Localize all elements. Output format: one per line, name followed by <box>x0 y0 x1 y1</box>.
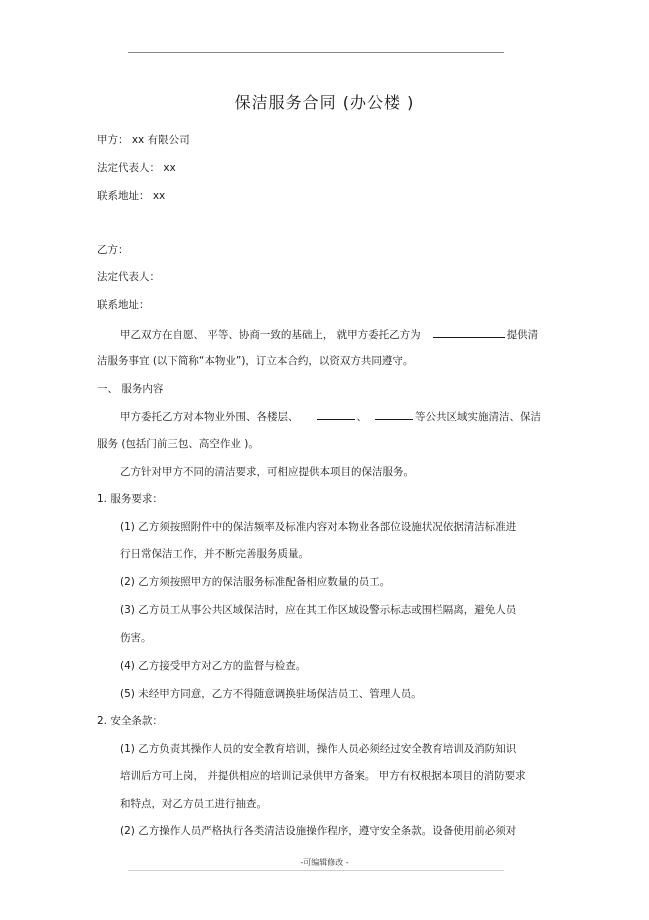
scope-line-1 <box>120 409 541 424</box>
party-a-label: 甲方： xx 有限公司 <box>97 134 190 146</box>
footer-rule <box>128 870 504 871</box>
safety-line: (1) 乙方负责其操作人员的安全教育培训，操作人员必须经过安全教育培训及消防知识 <box>120 743 517 755</box>
party-b-representative: 法定代表人： <box>97 271 160 283</box>
party-a-representative: 法定代表人： xx <box>97 162 176 174</box>
requirement-line: 行日常保洁工作，并不断完善服务质量。 <box>120 548 309 560</box>
header-rule <box>128 52 504 53</box>
safety-line: 和特点，对乙方员工进行抽查。 <box>120 798 267 810</box>
page-footer: -可编辑修改 - <box>300 858 349 867</box>
document-title: 保洁服务合同 (办公楼 ) <box>234 93 415 112</box>
requirement-line: (2) 乙方须按照甲方的保洁服务标准配备相应数量的员工。 <box>120 576 391 588</box>
requirement-line: (5) 未经甲方同意，乙方不得随意调换驻场保洁员工、管理人员。 <box>120 688 422 700</box>
safety-line: (2) 乙方操作人员严格执行各类清洁设施操作程序，遵守安全条款。设备使用前必须对 <box>120 825 517 837</box>
scope-text-a: 甲方委托乙方对本物业外围、各楼层、 <box>120 411 299 423</box>
scope-separator: 、 <box>356 411 367 423</box>
requirement-line: 伤害。 <box>120 632 152 644</box>
intro-text-a: 甲乙双方在自愿、 平等、协商一致的基础上， 就甲方委托乙方为 <box>120 329 421 341</box>
party-a-address: 联系地址： xx <box>97 190 166 202</box>
party-b-label: 乙方： <box>97 244 129 256</box>
requirement-line: (3) 乙方员工从事公共区域保洁时，应在其工作区域设警示标志或围栏隔离，避免人员 <box>120 604 517 616</box>
safety-line: 培训后方可上岗， 并提供相应的培训记录供甲方备案。 甲方有权根据本项目的消防要求 <box>120 770 526 782</box>
blank-field <box>375 409 413 420</box>
requirement-line: (1) 乙方须按照附件中的保洁频率及标准内容对本物业各部位设施状况依据清洁标准进 <box>120 521 517 533</box>
intro-line-2: 洁服务事宜 (以下简称“本物业”)，订立本合约，以资双方共同遵守。 <box>97 355 414 367</box>
blank-field <box>317 409 355 420</box>
requirement-line: (4) 乙方接受甲方对乙方的监督与检查。 <box>120 660 307 672</box>
scope-text-b: 等公共区域实施清洁、保洁 <box>415 411 541 423</box>
blank-field <box>433 327 505 338</box>
section-1-heading: 一、 服务内容 <box>97 383 164 395</box>
safety-heading: 2. 安全条款： <box>97 715 163 727</box>
scope-line-2: 服务 (包括门前三包、高空作业 )。 <box>97 438 259 450</box>
party-b-address: 联系地址： <box>97 299 150 311</box>
intro-text-b: 提供清 <box>506 329 539 341</box>
requirements-heading: 1. 服务要求： <box>97 493 163 505</box>
scope-note: 乙方针对甲方不同的清洁要求，可相应提供本项目的保洁服务。 <box>120 466 414 478</box>
intro-line-1 <box>120 327 538 342</box>
